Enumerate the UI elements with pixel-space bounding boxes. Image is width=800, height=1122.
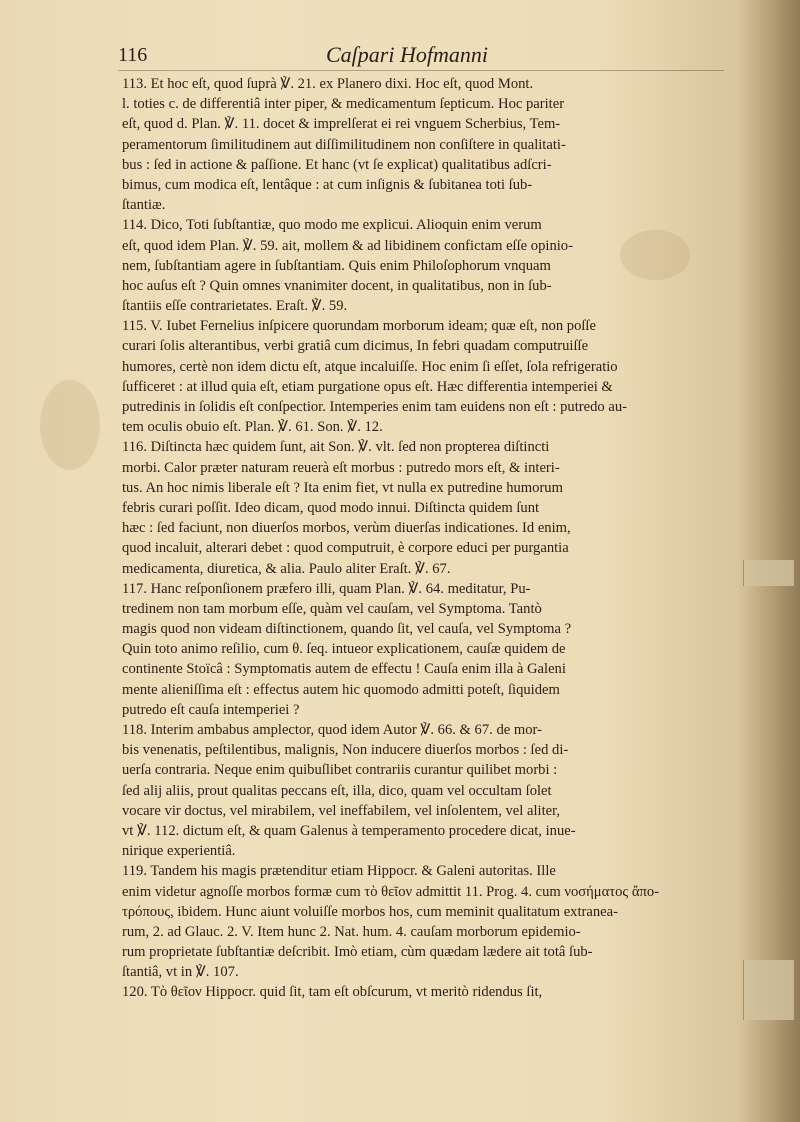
text-line: bimus, cum modica eſt, lentâque : at cum inſignis & ſubitanea toti ſub- [122, 176, 533, 193]
text-line: 118. Interim ambabus amplector, quod idem Autor ℣. 66. & 67. de mor- [122, 722, 542, 738]
text-line: vt ℣. 112. dictum eſt, & quam Galenus à temperamento procedere dicat, inue- [122, 822, 576, 839]
text-line: 117. Hanc reſponſionem præfero illi, quam Plan. ℣. 64. meditatur, Pu- [122, 580, 531, 597]
text-line: febris curari poſſit. Ideo dicam, quod modo innui. Diſtincta quidem ſunt [122, 499, 540, 516]
text-line: l. toties c. de differentiâ inter piper, & medicamentum ſepticum. Hoc pariter [122, 96, 565, 113]
text-line: quod incaluit, alterari debet : quod computruit, è corpore educi per purgantia [122, 540, 569, 557]
text-line: 114. Dico, Toti ſubſtantiæ, quo modo me explicui. Alioquin enim verum [122, 217, 542, 234]
text-line: morbi. Calor præter naturam reuerà eſt morbus : putredo mors eſt, & interi- [122, 459, 560, 476]
text-line: bus : ſed in actione & paſſione. Et hanc (vt ſe explicat) qualitatibus adſcri- [122, 156, 552, 173]
text-line: bis venenatis, peſtilentibus, malignis, Non inducere diuerſos morbos : ſed di- [122, 742, 569, 759]
text-line: hoc auſus eſt ? Quin omnes vnanimiter docent, in qualitatibus, non in ſub- [122, 277, 552, 294]
page-number: 116 [118, 44, 148, 66]
page-edge-tab [743, 960, 794, 1020]
text-line: ſtantiis eſſe contrarietates. Eraſt. ℣. 59. [122, 298, 348, 315]
text-line: putredinis in ſolidis eſt conſpectior. Intemperies enim tam euidens non eſt : putredo au- [122, 399, 627, 415]
text-line: tus. An hoc nimis liberale eſt ? Ita enim fiet, vt nulla ex putredine humorum [122, 479, 563, 496]
text-line: 113. Et hoc eſt, quod ſuprà ℣. 21. ex Planero dixi. Hoc eſt, quod Mont. [122, 76, 534, 92]
text-line: eſt, quod idem Plan. ℣. 59. ait, mollem & ad libidinem confictam eſſe opinio- [122, 237, 573, 254]
text-line: tredinem non tam morbum eſſe, quàm vel cauſam, vel Symptoma. Tantò [122, 600, 542, 617]
text-line: rum, 2. ad Glauc. 2. V. Item hunc 2. Nat. hum. 4. cauſam morborum epidemio- [122, 923, 581, 940]
text-line: hæc : ſed faciunt, non diuerſos morbos, verùm diuerſas indicationes. Id enim, [122, 520, 571, 537]
text-line: nirique experientiâ. [122, 843, 236, 860]
text-line: putredo eſt cauſa intemperiei ? [122, 701, 300, 718]
text-line: enim videtur agnoſſe morbos formæ cum τὸ θεῖον admittit 11. Prog. 4. cum νοσήματος ἄπο- [122, 883, 660, 900]
running-title: Caſpari Hofmanni [326, 42, 488, 67]
text-line: 119. Tandem his magis prætenditur etiam Hippocr. & Galeni autoritas. Ille [122, 863, 556, 880]
text-line: uerſa contraria. Neque enim quibuſlibet contrariis curantur quilibet morbi : [122, 762, 558, 779]
text-line: curari ſolis alterantibus, verbi gratiâ cum dicimus, In febri quadam computruiſſe [122, 338, 589, 355]
text-line: tem oculis obuio eſt. Plan. ℣. 61. Son. ℣. 12. [122, 419, 383, 436]
text-line: ſtantiæ. [122, 197, 166, 214]
text-line: eſt, quod d. Plan. ℣. 11. docet & imprelſerat ei rei vnguem Scherbius, Tem- [122, 116, 561, 133]
text-line: nem, ſubſtantiam agere in ſubſtantiam. Quis enim Philoſophorum vnquam [122, 257, 551, 274]
text-line: peramentorum ſimilitudinem aut diſſimilitudinem non conſiſtere in qualitati- [122, 136, 566, 153]
body-text [122, 74, 728, 1003]
text-line: magis quod non videam diſtinctionem, quando ſit, vel cauſa, vel Symptoma ? [122, 621, 572, 638]
page-edge-tab [743, 560, 794, 586]
text-line: ſufficeret : at illud quia eſt, etiam purgatione opus eſt. Hæc differentia intemperiei & [122, 378, 613, 395]
text-line: rum proprietate ſubſtantiæ deſcribit. Imò etiam, cùm quædam lædere ait totâ ſub- [122, 944, 593, 961]
text-line: vocare vir doctus, vel mirabilem, vel ineffabilem, vel inſolentem, vel aliter, [122, 802, 561, 819]
text-line: ſtantiâ, vt in ℣. 107. [122, 964, 239, 981]
text-line: mente alieniſſima eſt : effectus autem hic quomodo admitti poteſt, ſiquidem [122, 681, 560, 698]
paper-stain [40, 380, 100, 470]
text-line: Quin toto animo reſilio, cum θ. ſeq. intueor explicationem, cauſæ quidem de [122, 641, 566, 658]
text-line: 116. Diſtincta hæc quidem ſunt, ait Son. ℣. vlt. ſed non propterea diſtincti [122, 439, 550, 456]
text-line: medicamenta, diuretica, & alia. Paulo aliter Eraſt. ℣. 67. [122, 560, 451, 577]
text-line: 115. V. Iubet Fernelius inſpicere quorundam morborum ideam; quæ eſt, non poſſe [122, 318, 596, 335]
text-line: ſed alij aliis, prout qualitas peccans eſt, illa, dico, quam vel occultam ſolet [122, 782, 552, 799]
text-line: τρόπους, ibidem. Hunc aiunt voluiſſe morbos hos, cum meminit qualitatum extranea- [122, 903, 618, 920]
text-line: continente Stoïcâ : Symptomatis autem de effectu ! Cauſa enim illa à Galeni [122, 661, 566, 678]
header-rule [118, 70, 724, 71]
text-line: 120. Τὸ θεῖον Hippocr. quid ſit, tam eſt obſcurum, vt meritò ridendus ſit, [122, 984, 543, 1001]
text-line: humores, certè non idem dictu eſt, atque incaluiſſe. Hoc enim ſi eſſet, ſola refrigeratio [122, 358, 618, 375]
